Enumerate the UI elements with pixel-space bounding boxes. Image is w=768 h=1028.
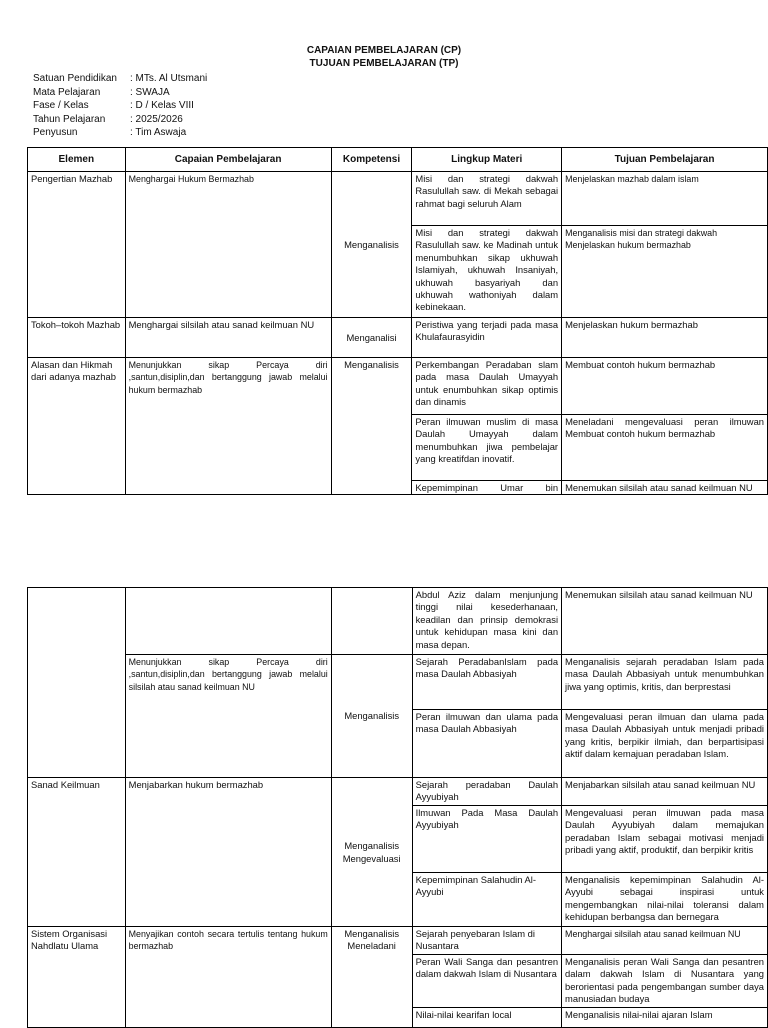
- tujuan-cell: Menemukan silsilah atau sanad keilmuan NU: [562, 588, 768, 655]
- kompetensi-cell: [331, 778, 412, 927]
- info-row-fase: [33, 99, 207, 113]
- materi-cell: Sejarah peradaban Daulah Ayyubiyah: [412, 778, 561, 806]
- materi-cell: Peran ilmuwan dan ulama pada masa Daulah Abbasiyah: [412, 710, 561, 778]
- materi-cell: Kepemimpinan Umar bin: [412, 481, 562, 495]
- info-label: Fase / Kelas: [33, 100, 89, 111]
- kompetensi-cell: [331, 588, 412, 655]
- cp-tp-table-page-2: [27, 587, 768, 1028]
- table-row: [28, 588, 768, 655]
- info-label: Mata Pelajaran: [33, 86, 101, 98]
- tujuan-cell: Menjabarkan silsilah atau sanad keilmuan NU: [562, 778, 768, 806]
- capaian-cell: Menyajikan contoh secara tertulis tentang hukum bermazhab: [125, 927, 331, 1028]
- kompetensi-cell: Menganalisis: [331, 172, 412, 318]
- info-row-mapel: [33, 86, 207, 100]
- tujuan-cell: Membuat contoh hukum bermazhab: [562, 358, 768, 415]
- info-label: Penyusun: [33, 127, 78, 138]
- info-row-penyusun: [33, 126, 207, 140]
- elemen-cell: Sanad Keilmuan: [28, 778, 126, 927]
- cp-tp-table-page-1: [27, 147, 768, 495]
- materi-cell: Nilai-nilai kearifan local: [412, 1008, 561, 1028]
- header-tujuan: Tujuan Pembelajaran: [562, 148, 768, 172]
- elemen-cell: Pengertian Mazhab: [28, 172, 126, 318]
- elemen-cell: [28, 588, 126, 778]
- tujuan-cell: Menjelaskan mazhab dalam islam: [562, 172, 768, 226]
- table-row: [28, 655, 768, 710]
- elemen-cell: Sistem Organisasi Nahdlatu Ulama: [28, 927, 126, 1028]
- kompetensi-cell: Menganalisis: [331, 358, 412, 495]
- materi-cell: Peristiwa yang terjadi pada masa Khulafaurasyidin: [412, 318, 562, 358]
- kompetensi-line: Menganalisis: [344, 840, 400, 852]
- materi-cell: Misi dan strategi dakwah Rasulullah saw. ke Madinah untuk menumbuhkan sikap ukhuwah Islamiyah, ukhuwah Insaniyah, ukhuwah basyariyah dan ukhuwah wathoniyah dalam kebinekaan.: [412, 226, 562, 318]
- kompetensi-line: Meneladani: [347, 940, 396, 952]
- tujuan-cell: Mengevaluasi peran ilmuwan pada masa Daulah Ayyubiyah dalam memajukan peradaban Islam sebagai motivasi menjadi pribadi yang aktif, produktif, dan berpikir kritis: [562, 806, 768, 873]
- kompetensi-line: Menganalisis: [344, 928, 400, 939]
- materi-cell: Sejarah PeradabanIslam pada masa Daulah Abbasiyah: [412, 655, 561, 710]
- info-value: : Tim Aswaja: [130, 127, 187, 138]
- info-value: : MTs. Al Utsmani: [130, 73, 208, 84]
- header-elemen: Elemen: [28, 148, 126, 172]
- header-kompetensi: Kompetensi: [331, 148, 412, 172]
- tujuan-cell: Menemukan silsilah atau sanad keilmuan NU: [562, 481, 768, 495]
- materi-cell: Perkembangan Peradaban slam pada masa Daulah Umayyah untuk enumbuhkan sikap optimis dan dinamis: [412, 358, 562, 415]
- document-title: CAPAIAN PEMBELAJARAN (CP): [306, 45, 462, 56]
- table-header-row: [28, 148, 768, 172]
- tujuan-cell: Menganalisis peran Wali Sanga dan pesantren dalam dakwah Islam di Nusantara yang berorientasi pada pengembangan sumber daya manusiadan budaya: [562, 955, 768, 1008]
- materi-cell: Sejarah penyebaran Islam di Nusantara: [412, 927, 561, 955]
- info-value: : D / Kelas VIII: [130, 100, 194, 111]
- capaian-cell: Menjabarkan hukum bermazhab: [125, 778, 331, 927]
- materi-cell: Peran Wali Sanga dan pesantren dalam dakwah Islam di Nusantara: [412, 955, 561, 1008]
- capaian-cell: Menunjukkan sikap Percaya diri ,santun,disiplin,dan bertanggung jawab melalui silsilah atau sanad keilmuan NU: [125, 655, 331, 778]
- tujuan-cell: Menghargai silsilah atau sanad keilmuan NU: [562, 927, 768, 955]
- elemen-cell: Tokoh–tokoh Mazhab: [28, 318, 126, 358]
- tujuan-cell: Menganalisis nilai-nilai ajaran Islam: [562, 1008, 768, 1028]
- tujuan-cell: Meneladani mengevaluasi peran ilmuwan Membuat contoh hukum bermazhab: [562, 415, 768, 481]
- table-row: [28, 927, 768, 955]
- materi-cell: Abdul Aziz dalam menjunjung tinggi nilai kesederhanaan, keadilan dan prinsip demokrasi untuk kehidupan masa kini dan masa depan.: [412, 588, 561, 655]
- kompetensi-cell: Menganalisis: [331, 655, 412, 778]
- info-value: : 2025/2026: [130, 113, 183, 125]
- kompetensi-cell: [331, 927, 412, 1028]
- info-label: Tahun Pelajaran: [33, 113, 106, 125]
- table-row: [28, 778, 768, 806]
- materi-cell: Peran ilmuwan muslim di masa Daulah Umayyah dalam menumbuhkan jiwa pembelajar yang kreatifdan inovatif.: [412, 415, 562, 481]
- tujuan-cell: Menjelaskan hukum bermazhab: [562, 318, 768, 358]
- tujuan-cell: Menganalisis kepemimpinan Salahudin Al-Ayyubi sebagai inspirasi untuk mengembangkan nilai-nilai toleransi dalam kehidupan berbangsa dan bernegara: [562, 873, 768, 927]
- tujuan-cell: Menganalisis sejarah peradaban Islam pada masa Daulah Abbasiyah untuk menumbuhkan jiwa yang optimis, kritis, dan berprestasi: [562, 655, 768, 710]
- capaian-cell: Menghargai Hukum Bermazhab: [125, 172, 331, 318]
- header-capaian: Capaian Pembelajaran: [125, 148, 331, 172]
- document-info: [33, 72, 207, 140]
- materi-cell: Ilmuwan Pada Masa Daulah Ayyubiyah: [412, 806, 561, 873]
- header-lingkup: Lingkup Materi: [412, 148, 562, 172]
- info-label: Satuan Pendidikan: [33, 73, 117, 84]
- tujuan-cell: Menganalisis misi dan strategi dakwah Menjelaskan hukum bermazhab: [562, 226, 768, 318]
- capaian-cell: Menghargai silsilah atau sanad keilmuan NU: [125, 318, 331, 358]
- capaian-cell: Menunjukkan sikap Percaya diri ,santun,disiplin,dan bertanggung jawab melalui hukum bermazhab: [125, 358, 331, 495]
- materi-cell: Misi dan strategi dakwah Rasulullah saw. di Mekah sebagai rahmat bagi seluruh Alam: [412, 172, 562, 226]
- info-row-tahun: [33, 113, 207, 127]
- elemen-cell: Alasan dan Hikmah dari adanya mazhab: [28, 358, 126, 495]
- table-row: [28, 172, 768, 226]
- table-row: [28, 358, 768, 415]
- info-row-satuan: [33, 72, 207, 86]
- table-row: [28, 318, 768, 358]
- tujuan-cell: Mengevaluasi peran ilmuan dan ulama pada masa Daulah Abbasiyah untuk menjadi pribadi yang kritis, berpikir ilmiah, dan berpartisipasi aktif dalam kemajuan peradaban Islam.: [562, 710, 768, 778]
- materi-cell: Kepemimpinan Salahudin Al-Ayyubi: [412, 873, 561, 927]
- kompetensi-cell: Menganalisi: [331, 318, 412, 358]
- info-value: : SWAJA: [130, 86, 170, 98]
- kompetensi-line: Mengevaluasi: [342, 852, 401, 864]
- document-subtitle: TUJUAN PEMBELAJARAN (TP): [309, 58, 459, 69]
- capaian-cell: [125, 588, 331, 655]
